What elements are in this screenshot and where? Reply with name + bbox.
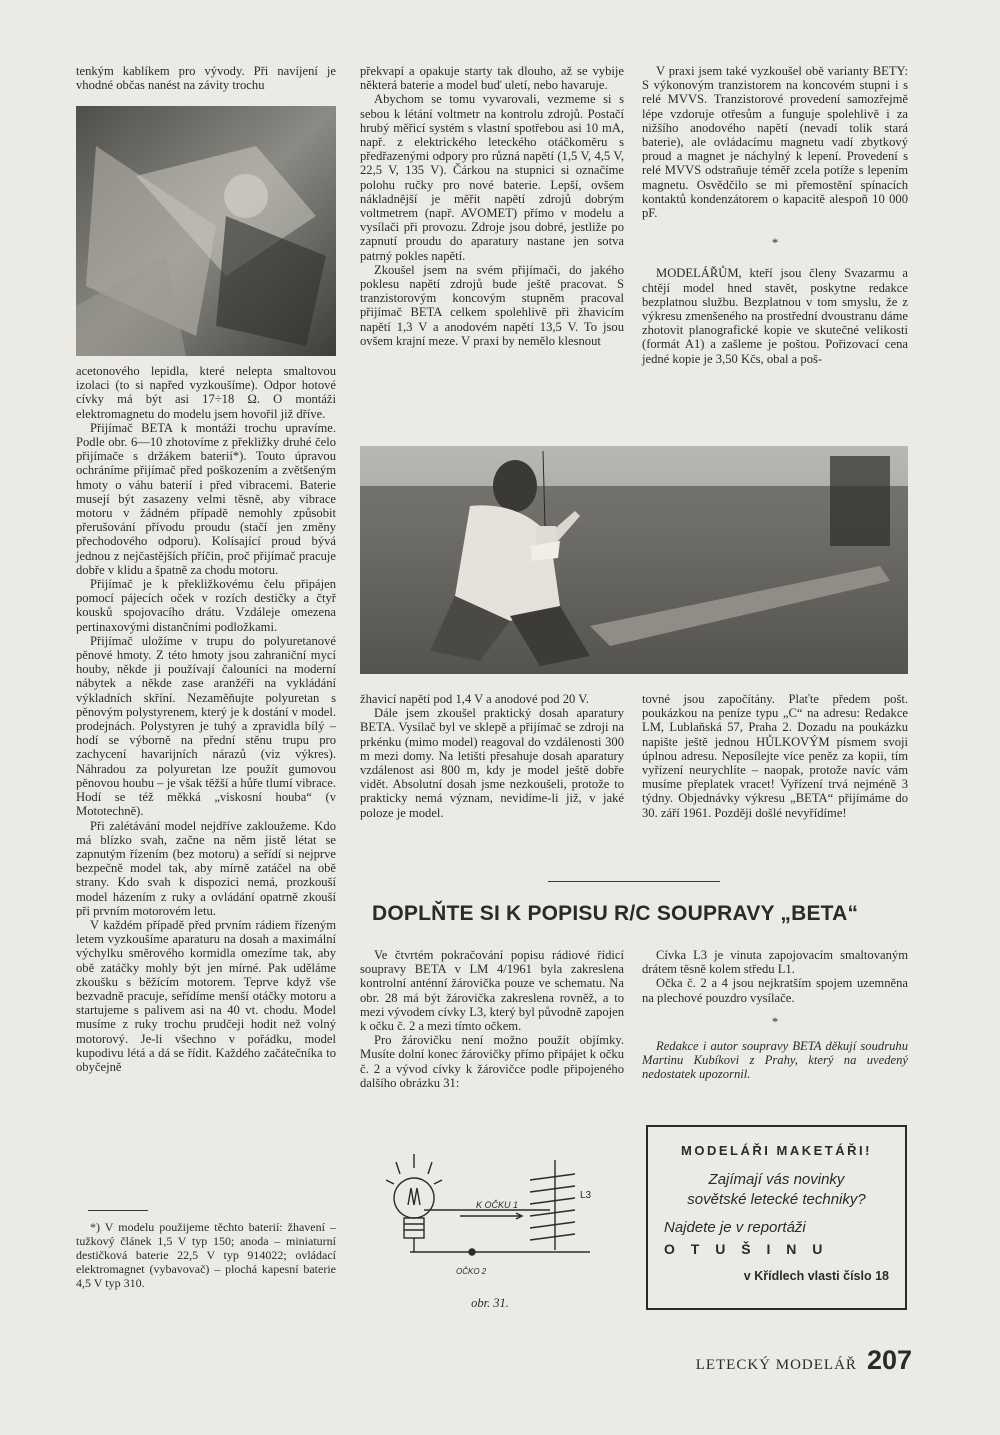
paragraph: Pro žárovičku není možno použít objímky. Musíte dolní konec žárovičky přímo připájet k očku č. 2 a vývod cívky k žárovičce podle připojeného dalšího obrázku 31: (360, 1033, 624, 1090)
paragraph: Přijímač je k překližkovému čelu připájen pomocí pájecích oček v rozích destičky a čtyř kousků spojovacího drátu. Vzdáleje omezena pertinaxovými distančními podložkami. (76, 577, 336, 634)
ad-line: sovětské letecké techniky? (687, 1191, 866, 1208)
figure-31 (380, 1150, 620, 1315)
column1-top-text (76, 64, 336, 92)
article2-left-text (360, 948, 624, 1090)
paragraph: tovné jsou započítány. Plaťte předem pošt. poukázkou na peníze typu „C“ na adresu: Redakce LM, Lublaňská 57, Praha 2. Dozadu na poukázku napište ještě jednou HŮLKOVÝM písmem svoji úplnou adresu. Neposílejte více peněz za kopii, tím vyřízení neurychlíte – naopak, protože navíc vám musíme přeplatek vracet! Vyřízení trvá nejméně 3 týdny. Objednávky výkresu „BETA“ přijímáme do 30. září 1961. Později došlé nevyřídíme! (642, 692, 908, 820)
column1-text (76, 364, 336, 1074)
page-footer (672, 1345, 912, 1376)
ad-location: O T U Š I N U (664, 1241, 829, 1257)
magazine-name: LETECKÝ MODELÁŘ (695, 1357, 857, 1373)
ad-source: v Křídlech vlasti číslo 18 (743, 1269, 889, 1283)
label-eye1: K OČKU 1 (476, 1200, 519, 1210)
separator-star: * (771, 236, 779, 251)
ad-line: Zajímají vás novinky (708, 1171, 845, 1188)
figure-caption: obr. 31. (471, 1296, 509, 1310)
paragraph: Přijímač uložíme v trupu do polyuretanové pěnové hmoty. Z této hmoty jsou zahraniční mycí houby, někde ji používají čalouníci na moderní nábytek a někde zase aranžéři na vykládání výkladních skříní. Nezaměňujte polyuretan s pěnovým polystyrenem, který je k dostání v model. prodejnách. Polystyren je tuhý a zpravidla bílý – hodí se výborně na přední stěnu trupu pro zachycení havarijních nárazů (viz výkres). Náhradou za polyuretan lze použít gumovou pěnovou houbu – je však těžší a hůře tlumí vibrace. Hodí se též měkká „viskosní houba“ (v Mototechně). (76, 633, 336, 819)
article-heading: DOPLŇTE SI K POPISU R/C SOUPRAVY „BETA“ (372, 902, 859, 925)
photo-assembly-image (76, 106, 336, 356)
schematic-bulb-coil (380, 1150, 620, 1290)
article-divider (548, 881, 720, 882)
photo-modeler-image (360, 446, 908, 674)
separator-star: * (771, 1014, 779, 1029)
column2-text (360, 64, 624, 348)
paragraph: Při zalétávání model nejdříve zakloužeme. Kdo má blízko svah, začne na něm jistě létat se zapnutým řízením (bez motoru) a seřídí si nejprve bezpečně model tak, aby mírně zatáčel na obě strany. Kdo svah k dispozici nemá, prozkouší model házením z ruky a ovládání opatrně zkouší při prvním motorovém letu. (76, 818, 336, 918)
paragraph (360, 948, 624, 1033)
ad-line: Najdete je v reportáži (664, 1219, 806, 1236)
column2-lower-text (360, 692, 624, 820)
paragraph: V praxi jsem také vyzkoušel obě varianty BETY: S výkonovým tranzistorem na koncovém stupni i s relé MVVS. Tranzistorové provedení samozřejmě lépe vzdoruje otřesům a funguje spolehlivě i za nižšího anodového napětí (nevadí tolik stará baterie), ale ovládacímu magnetu vadí zbytkový proud a magnet je náchylný k lepení. Provedení s relé MVVS odstraňuje téměř zcela potíže s lepením magnetu. Osvědčilo se mi přemostění spínacích kontaktů kondenzátorem o kapacitě alespoň 10 000 pF. (642, 64, 908, 221)
footnote-text: *) V modelu použijeme těchto baterií: žhavení – tužkový článek 1,5 V typ 150; anoda – miniaturní destičková baterie 22,5 V typ 914022; ovládací elektromagnet (vybavovač) – plochá kapesní baterie 4,5 V typ 310. (76, 1220, 336, 1290)
acknowledgement: Redakce i autor soupravy BETA děkují soudruhu Martinu Kubíkovi z Prahy, který na uvedený nedostatek upozornil. (642, 1039, 908, 1082)
paragraph: MODELÁŘŮM, kteří jsou členy Svazarmu a chtějí model hned stavět, poskytne redakce bezplatnou službu. Bezplatnou v tom smyslu, že z výkresu zmenšeného na prostřední dvoustranu dáme zhotovit planografické kopie ve skutečné velikosti (formát A1) a zašleme je poštou. Pořizovací cena jedné kopie je 3,50 Kčs, obal a poš- (642, 266, 908, 366)
photo-assembly (76, 106, 336, 356)
paragraph: Přijímač BETA k montáži trochu upravíme. Podle obr. 6—10 zhotovíme z překližky druhé čelo přijímače s držákem baterií*). Touto úpravou ochráníme přijímač před poškozením a zvětšeným hmoty o váhu baterií i před vibracemi. Baterie musejí být zasazeny velmi těsně, aby vibrace motoru v žádném případě nemohly způsobit přerušování přívodu proudu (stačí jen změny přechodového odporu). Kolísající proud bývá jednou z nejčastějších příčin, proč přijímač pracuje dobře v klidu a špatně za chodu motoru. (76, 420, 336, 577)
article2-right-text (642, 948, 908, 1082)
page-number: 207 (866, 1345, 912, 1375)
footnote-divider (88, 1210, 148, 1211)
paragraph: Abychom se tomu vyvarovali, vezmeme si s sebou k létání voltmetr na kontrolu zdrojů. Postačí hrubý měřicí systém s vlastní spotřebou asi 10 mA, např. z elektrického leteckého otáčkoměru s předřazenými odpory pro různá napětí (1,5 V, 4,5 V, 22,5 V, 135 V). Čárkou na stupnici si označíme polohu ručky pro nové baterie. Lepší, ovšem nákladnější je měřit napětí zdrojů dobrým voltmetrem (např. AVOMET) přímo v modelu a vysílači při provozu. Zdroje jsou dobré, jestliže po zapnutí proudu do aparatury nastane jen sotva patrný pokles napětí. (360, 92, 624, 263)
column3-lower-text (642, 692, 908, 820)
ad-box (646, 1125, 907, 1310)
paragraph-text: Ve čtvrtém pokračování popisu rádiové řídicí soupravy BETA v LM 4/1961 byla zakreslena kontrolní anténní žárovička pouze ve schematu. Na obr. 28 má být žárovička zakreslena rovněž, a to mezi vývodem cívky L3, který byl původně zapojen k očku č. 2 a mezi tímto očkem. (360, 948, 624, 1034)
paragraph: tenkým kablíkem pro vývody. Při navíjení je vhodné občas nanést na závity trochu (76, 64, 336, 93)
paragraph: acetonového lepidla, které nelepta smaltovou izolaci (to si napřed vyzkoušíme). Odpor hotové cívky má být asi 17÷18 Ω. O montáži elektromagnetu do modelu jsem hovořil již dříve. (76, 364, 336, 421)
label-eye2: OČKO 2 (456, 1267, 487, 1276)
paragraph: Zkoušel jsem na svém přijímači, do jakého poklesu napětí zdrojů bude ještě pracovat. S tranzistorovým koncovým stupněm pracoval přijímač BETA celkem spolehlivě při žhavicím napětí 1,3 V a anodovém napětí 13,5 V. To jsou ovšem krajní meze. V praxi by nemělo klesnout (360, 262, 624, 348)
paragraph: Očka č. 2 a 4 jsou nejkratším spojem uzemněna na plechové pouzdro vysílače. (642, 976, 908, 1005)
paragraph: žhavicí napětí pod 1,4 V a anodové pod 20 V. (360, 692, 589, 706)
paragraph: V každém případě před prvním rádiem řízeným letem vyzkoušíme aparaturu na dosah a maximální výchylku směrového kormidla omezíme tak, aby obě zatáčky mohly být jen mírné. Pak uděláme zkoušku s běžícím motorem. Teprve když vše bezvadně pracuje, seřídíme menší otáčky motoru a startujeme s palivem asi na 40 vt. chodu. Model musíme z ruky trochu prudčeji hodit než volný motorový. Je-li všechno v pořádku, model kupodivu létá a dá se řídit. Každého začátečníka to obyčejně (76, 917, 336, 1074)
label-coil: L3 (580, 1190, 592, 1201)
paragraph: Dále jsem zkoušel praktický dosah aparatury BETA. Vysílač byl ve sklepě a přijímač se zdroji na prkénku (mimo model) reagoval do vzdálenosti 300 m mezi domy. Na letišti přesahuje dosah aparatury vzdálenost asi 800 m, kdy je model ještě dobře vidět. Absolutní dosah jsme nezkoušeli, protože to prakticky nemá význam, nevidíme-li již, v jaké poloze je model. (360, 706, 624, 820)
column3-text (642, 64, 908, 366)
paragraph: Cívka L3 je vinuta zapojovacím smaltovaným drátem těsně kolem středu L1. (642, 948, 908, 977)
footnote (76, 1220, 336, 1290)
ad-headline: MODELÁŘI MAKETÁŘI! (681, 1143, 872, 1158)
paragraph: překvapí a opakuje starty tak dlouho, až se vybije některá baterie a model buď uletí, nebo havaruje. (360, 64, 624, 93)
photo-modeler (360, 446, 908, 674)
